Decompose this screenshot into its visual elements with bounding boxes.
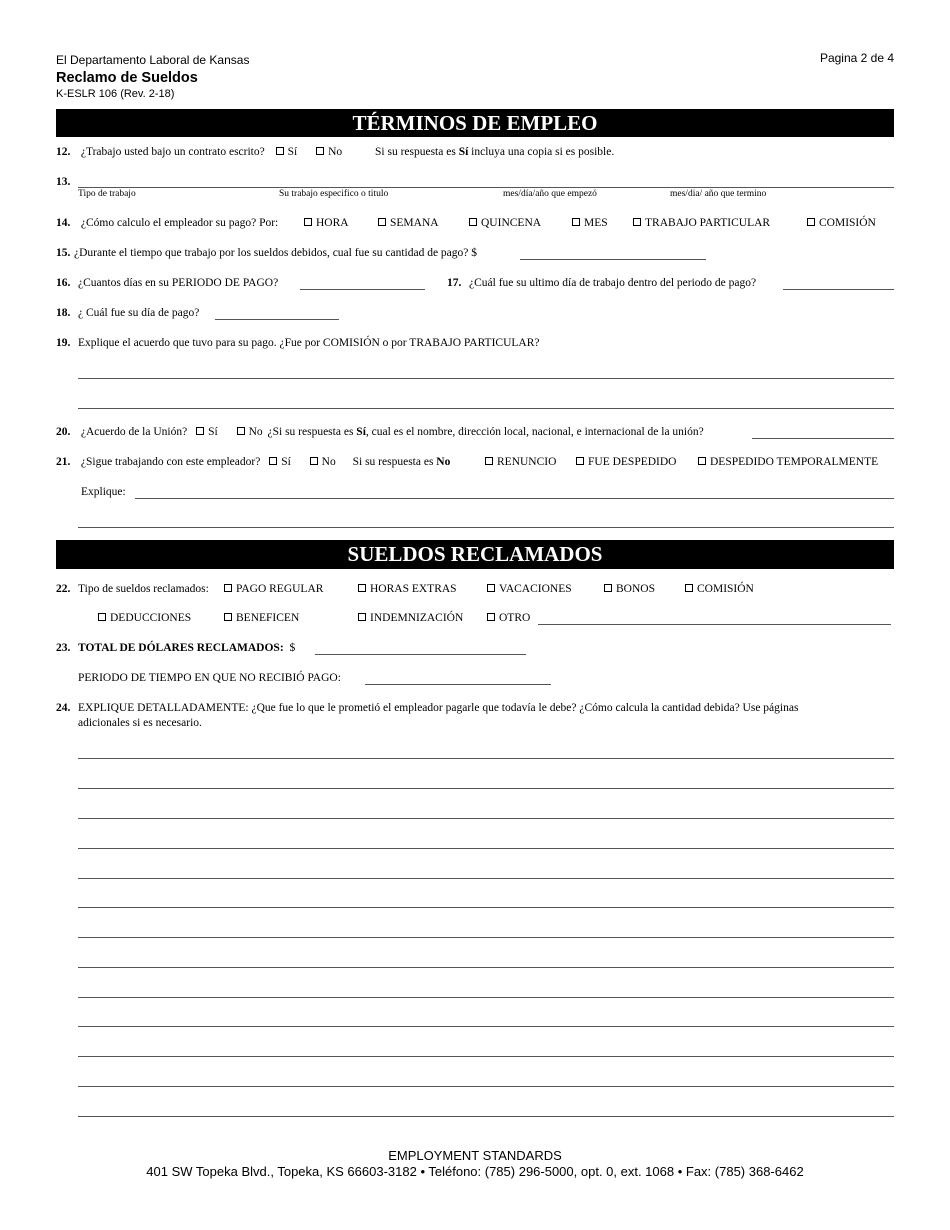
question-23 <box>56 641 295 655</box>
option-semana[interactable]: SEMANA <box>378 216 439 230</box>
question-text: Explique el acuerdo que tuvo para su pago. ¿Fue por COMISIÓN o por TRABAJO PARTICULAR? <box>78 337 540 349</box>
question-14 <box>56 216 278 230</box>
question-number: 23. <box>56 642 71 654</box>
question-text: ¿Cómo calculo el empleador su pago? Por: <box>80 217 279 229</box>
question-13 <box>56 175 70 189</box>
explanation-line[interactable] <box>78 967 894 968</box>
unpaid-period-field[interactable] <box>365 684 551 685</box>
explanation-line[interactable] <box>78 1116 894 1117</box>
explanation-line[interactable] <box>78 937 894 938</box>
explain-line-1[interactable] <box>135 498 894 499</box>
option-pago-regular[interactable]: PAGO REGULAR <box>224 582 323 596</box>
pay-amount-field[interactable] <box>520 259 706 260</box>
question-text: Tipo de sueldos reclamados: <box>78 583 209 595</box>
question-16 <box>56 276 278 290</box>
section-sueldos-reclamados: SUELDOS RECLAMADOS <box>56 540 894 569</box>
checkbox-si[interactable] <box>269 457 277 465</box>
option-comision-reclamada[interactable]: COMISIÓN <box>685 582 754 596</box>
question-number: 14. <box>56 217 71 229</box>
checkbox[interactable] <box>685 584 693 592</box>
question-number: 13. <box>56 176 71 188</box>
question-number: 15. <box>56 247 71 259</box>
checkbox[interactable] <box>224 584 232 592</box>
other-wage-type-field[interactable] <box>538 624 891 625</box>
option-despedido-temporalmente[interactable]: DESPEDIDO TEMPORALMENTE <box>698 455 878 469</box>
dollar-sign: $ <box>289 642 296 654</box>
checkbox[interactable] <box>358 613 366 621</box>
footer-contact: 401 SW Topeka Blvd., Topeka, KS 66603-3182 • Teléfono: (785) 296-5000, opt. 0, ext. 1068 • Fax: (785) 368-6462 <box>146 1164 804 1179</box>
explanation-line[interactable] <box>78 848 894 849</box>
checkbox[interactable] <box>485 457 493 465</box>
option-indemnizacion[interactable]: INDEMNIZACIÓN <box>358 611 463 625</box>
option-label: No <box>328 146 343 158</box>
explanation-line[interactable] <box>78 997 894 998</box>
pay-period-days-field[interactable] <box>300 289 425 290</box>
checkbox[interactable] <box>633 218 641 226</box>
field-label-termino: mes/dia/ año que termino <box>670 189 767 199</box>
option-bonos[interactable]: BONOS <box>604 582 655 596</box>
question-text: ¿Cuál fue su ultimo día de trabajo dentro del periodo de pago? <box>469 277 757 289</box>
question-18 <box>56 306 199 320</box>
checkbox-no[interactable] <box>310 457 318 465</box>
explanation-line[interactable] <box>78 758 894 759</box>
explanation-line[interactable] <box>78 1056 894 1057</box>
explanation-line[interactable] <box>78 788 894 789</box>
agency-name: El Departamento Laboral de Kansas <box>56 53 250 67</box>
last-work-day-field[interactable] <box>783 289 894 290</box>
question-15 <box>56 246 477 260</box>
option-comision[interactable]: COMISIÓN <box>807 216 876 230</box>
question-text: TOTAL DE DÓLARES RECLAMADOS: <box>78 642 284 654</box>
section-terminos-de-empleo: TÉRMINOS DE EMPLEO <box>56 109 894 137</box>
question-22 <box>56 582 209 596</box>
checkbox[interactable] <box>572 218 580 226</box>
question-20: 20. ¿Acuerdo de la Unión? Sí No ¿Si su respuesta es Sí, cual es el nombre, dirección local, nacional, e internacional de la unión? <box>56 426 704 438</box>
question-24 <box>56 701 798 715</box>
explanation-line[interactable] <box>78 1086 894 1087</box>
checkbox-si[interactable] <box>196 427 204 435</box>
form-id: K-ESLR 106 (Rev. 2-18) <box>56 88 175 100</box>
total-dollars-field[interactable] <box>315 654 526 655</box>
question-number: 20. <box>56 426 71 438</box>
unpaid-period-label: PERIODO DE TIEMPO EN QUE NO RECIBIÓ PAGO: <box>78 672 341 684</box>
checkbox[interactable] <box>576 457 584 465</box>
question-text: ¿Acuerdo de la Unión? <box>80 426 188 438</box>
checkbox[interactable] <box>604 584 612 592</box>
pay-agreement-line-1[interactable] <box>78 378 894 379</box>
question-text: ¿Sigue trabajando con este empleador? <box>80 456 261 468</box>
question-text: ¿Cuantos días en su PERIODO DE PAGO? <box>78 277 279 289</box>
question-19 <box>56 336 540 350</box>
question-note: Si su respuesta es Sí incluya una copia si es posible. <box>375 146 615 158</box>
explanation-line[interactable] <box>78 878 894 879</box>
checkbox[interactable] <box>469 218 477 226</box>
option-hora[interactable]: HORA <box>304 216 349 230</box>
field-label-empezo: mes/día/año que empezó <box>503 189 597 199</box>
checkbox-no[interactable] <box>316 147 324 155</box>
question-number: 21. <box>56 456 71 468</box>
question-17 <box>447 276 756 290</box>
question-number: 19. <box>56 337 71 349</box>
option-trabajo-particular[interactable]: TRABAJO PARTICULAR <box>633 216 770 230</box>
explain-line-2[interactable] <box>78 527 894 528</box>
explanation-line[interactable] <box>78 1026 894 1027</box>
question-number: 22. <box>56 583 71 595</box>
option-renuncio[interactable]: RENUNCIO <box>485 455 556 469</box>
question-text: EXPLIQUE DETALLADAMENTE: ¿Que fue lo que le prometió el empleador pagarle que todavía le debe? ¿Cómo calcula la cantidad debida? Use páginas <box>78 702 799 714</box>
field-label-tipo: Tipo de trabajo <box>78 189 136 199</box>
option-horas-extras[interactable]: HORAS EXTRAS <box>358 582 457 596</box>
footer-department: EMPLOYMENT STANDARDS <box>388 1148 562 1163</box>
checkbox[interactable] <box>304 218 312 226</box>
question-21: 21. ¿Sigue trabajando con este empleador? Sí No Si su respuesta es No <box>56 456 451 468</box>
question-number: 24. <box>56 702 71 714</box>
page-number: Pagina 2 de 4 <box>819 51 894 65</box>
pay-day-field[interactable] <box>215 319 339 320</box>
union-info-field[interactable] <box>752 438 894 439</box>
question-text: ¿ Cuál fue su día de pago? <box>78 307 200 319</box>
option-mes[interactable]: MES <box>572 216 608 230</box>
checkbox[interactable] <box>487 584 495 592</box>
question-number: 18. <box>56 307 71 319</box>
option-quincena[interactable]: QUINCENA <box>469 216 541 230</box>
question-number: 12. <box>56 146 71 158</box>
explanation-line[interactable] <box>78 818 894 819</box>
question-note: Si su respuesta es No <box>352 456 451 468</box>
form-title: Reclamo de Sueldos <box>56 70 198 86</box>
checkbox[interactable] <box>698 457 706 465</box>
option-deducciones[interactable]: DEDUCCIONES <box>98 611 191 625</box>
question-text: ¿Durante el tiempo que trabajo por los sueldos debidos, cual fue su cantidad de pago? $ <box>74 247 478 259</box>
question-24-continued: adicionales si es necesario. <box>78 717 202 729</box>
checkbox[interactable] <box>224 613 232 621</box>
explain-label: Explique: <box>81 486 126 498</box>
checkbox[interactable] <box>98 613 106 621</box>
employment-dates-field[interactable] <box>78 187 894 188</box>
checkbox-no[interactable] <box>237 427 245 435</box>
question-text: ¿Trabajo usted bajo un contrato escrito? <box>80 146 265 158</box>
question-number: 17. <box>447 277 462 289</box>
checkbox[interactable] <box>807 218 815 226</box>
field-label-titulo: Su trabajo especifico o titulo <box>279 189 389 199</box>
option-fue-despedido[interactable]: FUE DESPEDIDO <box>576 455 677 469</box>
checkbox[interactable] <box>358 584 366 592</box>
option-label: Sí <box>287 146 298 158</box>
question-12 <box>56 145 614 159</box>
checkbox[interactable] <box>487 613 495 621</box>
checkbox[interactable] <box>378 218 386 226</box>
option-beneficen[interactable]: BENEFICEN <box>224 611 299 625</box>
checkbox-si[interactable] <box>276 147 284 155</box>
question-number: 16. <box>56 277 71 289</box>
option-otro[interactable]: OTRO <box>487 611 530 625</box>
question-note: ¿Si su respuesta es Sí, cual es el nombre, dirección local, nacional, e internacional de la unión? <box>267 426 704 438</box>
pay-agreement-line-2[interactable] <box>78 408 894 409</box>
explanation-line[interactable] <box>78 907 894 908</box>
option-vacaciones[interactable]: VACACIONES <box>487 582 572 596</box>
